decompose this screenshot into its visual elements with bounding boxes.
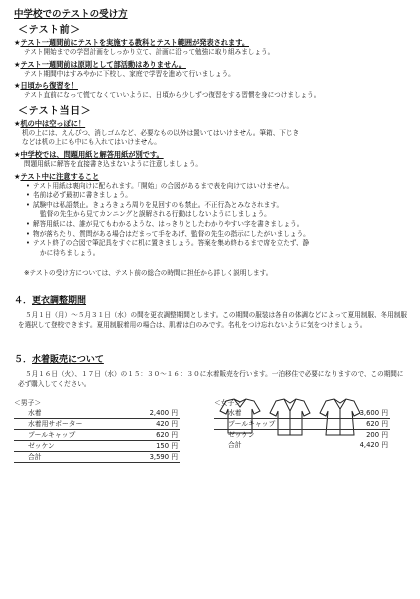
day-item-cautions: [14, 172, 406, 259]
section-4-heading: ４．更衣調整期間: [14, 296, 87, 307]
list-item: • 試験中は私語禁止。きょろきょろ周りを見回すのも禁止。不正行為とみなされます。 監督の先生から見てカンニングと誤解される行動はしないようにしましょう。: [26, 201, 406, 220]
item-heading: 中学校では、問題用紙と解答用紙が別です。: [20, 149, 164, 159]
item-heading: テスト一週間前は原則として部活動はありません。: [20, 59, 186, 69]
price-tables: [14, 389, 406, 479]
item-text: テスト期間中はすみやかに下校し、家庭で学習を進めて行いましょう。: [24, 69, 235, 78]
page-title: 中学校でのテストの受け方: [14, 9, 128, 20]
list-item: • 物が落ちたり、質問がある場合はだまって手をあげ、監督の先生の指示にしたがいましょう。: [26, 230, 406, 240]
table-row: 水着用サポーター 420 円: [14, 419, 180, 430]
item-text: テスト直前になって慌てなくていいように、日頃から少しずつ復習をする習慣を身につけましょう。: [24, 91, 321, 100]
star-mark: ★: [14, 118, 21, 128]
day-item-desk: [14, 119, 406, 148]
section-5-text: ５月１６日（火）、１７日（水）の１５：３０～１６：３０に水着販売を行います。一泊移住で必要になりますので、この期間に必ず購入してください。: [18, 370, 404, 389]
item-heading: 日頃から復習を！: [20, 81, 78, 91]
list-item: • 名前は必ず最初に書きましょう。: [26, 191, 406, 201]
boys-price-table: [14, 397, 180, 463]
caution-list: [26, 182, 406, 259]
total-row: 合計 4,420 円: [228, 441, 388, 450]
section-4-text: ５月１日（月）～５月３１日（水）の間を更衣調整期間とします。この期間の服装は各自の体調などによって夏用制服、冬用制服を選択して登校できます。夏用制服着用の場合は、肌着は白のみです。名札をつけ忘れないように気をつけましょう。: [18, 311, 407, 330]
before-item-2: [14, 60, 406, 80]
star-mark: ★: [14, 81, 21, 91]
item-heading: テスト中に注意すること: [20, 171, 100, 181]
table-row: プールキャップ 620 円: [214, 419, 390, 430]
star-mark: ★: [14, 38, 21, 47]
before-item-3: [14, 81, 406, 101]
item-text: テスト開始までの学習計画をしっかり立て、計画に沿って勉強に取り組みましょう。: [24, 48, 275, 56]
list-item: • テスト用紙は裏向けに配られます。「開始」の合図があるまで表を向けてはいけません。: [26, 182, 406, 192]
table-row: ゼッケン 200 円: [228, 431, 388, 440]
table-row: ゼッケン 150 円: [14, 441, 180, 452]
day-item-sheets: [14, 150, 406, 170]
table-row: 水着 2,400 円: [14, 408, 180, 419]
before-test-heading: ＜テスト前＞: [18, 25, 81, 36]
item-text: 机の上には、えんぴつ、消しゴムなど、必要なもの以外は置いてはいけません。筆箱、下じき: [22, 128, 300, 137]
list-item: • テスト終了の合図で筆記具をすぐに机に置きましょう。答案を集め終わるまで席を立たず、静 かに待ちましょう。: [26, 239, 406, 258]
boys-caption: ＜男子＞: [14, 399, 42, 408]
girls-caption: ＜女子＞: [214, 399, 242, 408]
total-row: 合計 3,590 円: [14, 452, 180, 463]
before-item-1: [14, 38, 406, 58]
item-heading: テスト一週間前にテストを実施する教科とテスト範囲が発表されます。: [20, 38, 250, 47]
list-item: • 解答用紙には、誰が見てもわかるような、はっきりとしたわかりやすい字を書きましょう。: [26, 220, 406, 230]
item-heading: 机の中は空っぽに！: [20, 118, 86, 128]
section-5-heading: ５．水着販売について: [14, 355, 104, 366]
star-mark: ★: [14, 59, 21, 69]
test-day-heading: ＜テスト当日＞: [18, 105, 92, 117]
table-row: 水着 3,600 円: [214, 408, 390, 419]
star-mark: ★: [14, 171, 21, 181]
item-text: などは机の上にも中にも入れてはいけません。: [22, 138, 161, 147]
girls-price-table: [214, 397, 390, 450]
table-row: プールキャップ 620 円: [14, 430, 180, 441]
explanation-note: ※テストの受け方については、テスト前の総合の時間に担任から詳しく説明します。: [24, 269, 273, 278]
item-text: 問題用紙に解答を直接書き込まないように注意しましょう。: [24, 159, 203, 168]
star-mark: ★: [14, 149, 21, 159]
